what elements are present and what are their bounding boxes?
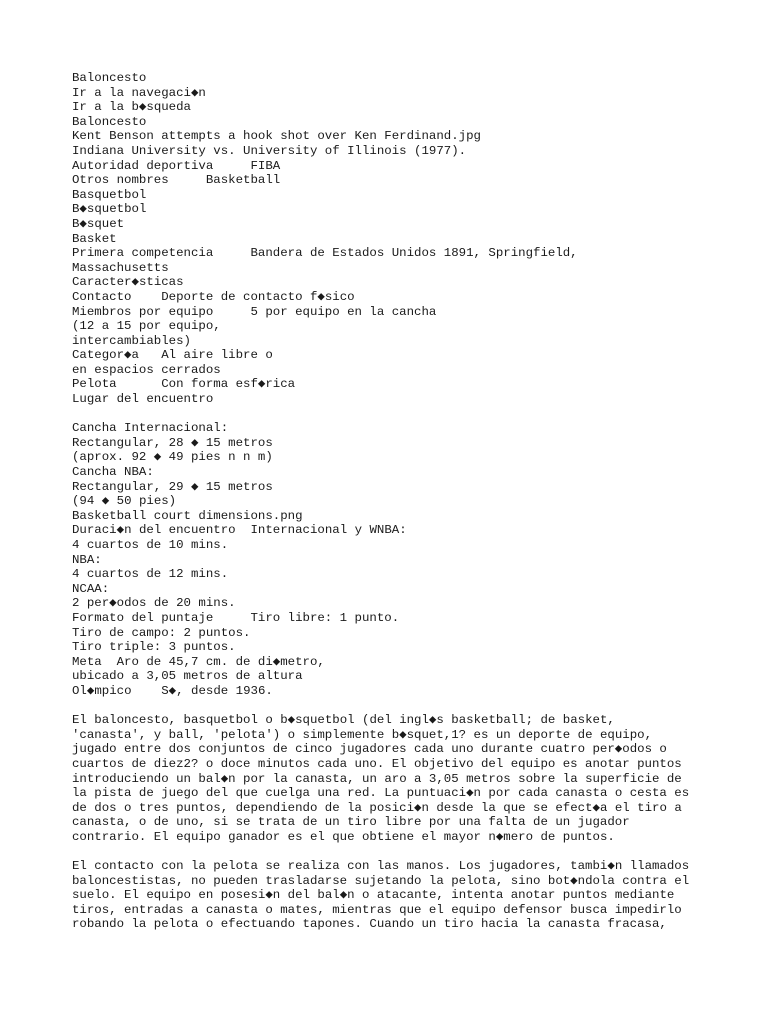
skip-to-search-link[interactable]: Ir a la b◆squeda	[72, 100, 191, 115]
infobox-line: (aprox. 92 ◆ 49 pies n n m)	[72, 450, 273, 465]
infobox-row-authority: Autoridad deportiva FIBA	[72, 158, 281, 173]
infobox-line: ubicado a 3,05 metros de altura	[72, 669, 303, 684]
paragraph-line: 'canasta', y ball, 'pelota') o simplemente b◆squet,1? es un deporte de equipo,	[72, 727, 653, 742]
infobox-row-members: Miembros por equipo 5 por equipo en la cancha	[72, 304, 437, 319]
blank-line	[72, 407, 752, 422]
infobox-image-filename[interactable]: Kent Benson attempts a hook shot over Ken Ferdinand.jpg	[72, 129, 481, 144]
infobox-block	[72, 71, 752, 699]
infobox-line: B◆squetbol	[72, 202, 147, 217]
paragraph-line: jugado entre dos conjuntos de cinco jugadores cada uno durante cuatro per◆odos o	[72, 742, 667, 757]
infobox-image-caption: Indiana University vs. University of Illinois (1977).	[72, 143, 467, 158]
infobox-line: (12 a 15 por equipo,	[72, 319, 221, 334]
infobox-line: B◆squet	[72, 216, 125, 231]
infobox-line: NBA:	[72, 552, 102, 567]
doc-title: Baloncesto	[72, 71, 147, 85]
blank-line	[72, 844, 752, 859]
paragraph-line: robando la pelota o efectuando tapones. Cuando un tiro hacia la canasta fracasa,	[72, 917, 667, 932]
infobox-row-scoring: Formato del puntaje Tiro libre: 1 punto.	[72, 610, 400, 625]
infobox-line: Rectangular, 29 ◆ 15 metros	[72, 479, 273, 494]
document-page	[72, 71, 752, 932]
infobox-line: en espacios cerrados	[72, 362, 221, 377]
infobox-row-contact: Contacto Deporte de contacto f◆sico	[72, 289, 355, 304]
paragraph-line: contrario. El equipo ganador es el que obtiene el mayor n◆mero de puntos.	[72, 829, 615, 844]
infobox-line: Tiro de campo: 2 puntos.	[72, 625, 251, 640]
infobox-row-first-competition: Primera competencia Bandera de Estados Unidos 1891, Springfield,	[72, 246, 578, 261]
infobox-line: Cancha Internacional:	[72, 421, 229, 436]
infobox-row-olympic: Ol◆mpico S◆, desde 1936.	[72, 683, 273, 698]
infobox-row-category: Categor◆a Al aire libre o	[72, 348, 273, 363]
paragraph-line: canasta, o de uno, si se trata de un tiro libre por una falta de un jugador	[72, 815, 630, 830]
infobox-line: NCAA:	[72, 581, 110, 596]
paragraph-line: introduciendo un bal◆n por la canasta, un aro a 3,05 metros sobre la superficie de	[72, 771, 682, 786]
body-paragraph-2	[72, 859, 752, 932]
infobox-line: Tiro triple: 3 puntos.	[72, 640, 236, 655]
paragraph-line: El contacto con la pelota se realiza con las manos. Los jugadores, tambi◆n llamados	[72, 859, 690, 874]
infobox-section-heading: Caracter◆sticas	[72, 275, 184, 290]
infobox-row-goal: Meta Aro de 45,7 cm. de di◆metro,	[72, 654, 325, 669]
infobox-line: Cancha NBA:	[72, 465, 154, 480]
infobox-line: (94 ◆ 50 pies)	[72, 494, 177, 509]
infobox-line: 4 cuartos de 10 mins.	[72, 538, 229, 552]
infobox-line: Basket	[72, 231, 117, 246]
paragraph-line: de dos o tres puntos, dependiendo de la posici◆n desde la que se efect◆a el tiro a	[72, 800, 682, 815]
body-paragraph-1	[72, 713, 752, 844]
infobox-line: 4 cuartos de 12 mins.	[72, 567, 229, 582]
infobox-row-other-names: Otros nombres Basketball	[72, 173, 281, 188]
infobox-court-image-filename[interactable]: Basketball court dimensions.png	[72, 508, 303, 523]
paragraph-line: suelo. El equipo en posesi◆n del bal◆n o atacante, intenta anotar puntos mediante	[72, 888, 675, 903]
blank-line	[72, 699, 752, 714]
infobox-line: Rectangular, 28 ◆ 15 metros	[72, 435, 273, 450]
infobox-row-venue: Lugar del encuentro	[72, 392, 214, 407]
infobox-line: Massachusetts	[72, 260, 169, 275]
infobox-row-duration: Duraci◆n del encuentro Internacional y WNBA:	[72, 523, 407, 538]
infobox-row-ball: Pelota Con forma esf◆rica	[72, 377, 296, 392]
paragraph-line: El baloncesto, basquetbol o b◆squetbol (del ingl◆s basketball; de basket,	[72, 713, 615, 728]
paragraph-line: tiros, entradas a canasta o mates, mientras que el equipo defensor busca impedirlo	[72, 902, 682, 917]
paragraph-line: cuartos de diez2? o doce minutos cada uno. El objetivo del equipo es anotar puntos	[72, 756, 682, 771]
infobox-line: intercambiables)	[72, 333, 191, 348]
skip-to-navigation-link[interactable]: Ir a la navegaci◆n	[72, 85, 206, 100]
infobox-line: Basquetbol	[72, 187, 147, 202]
paragraph-line: baloncestistas, no pueden trasladarse sujetando la pelota, sino bot◆ndola contra el	[72, 873, 690, 888]
paragraph-line: la pista de juego del que cuelga una red. La puntuaci◆n por cada canasta o cesta es	[72, 786, 690, 801]
infobox-title: Baloncesto	[72, 114, 147, 129]
infobox-line: 2 per◆odos de 20 mins.	[72, 596, 236, 611]
